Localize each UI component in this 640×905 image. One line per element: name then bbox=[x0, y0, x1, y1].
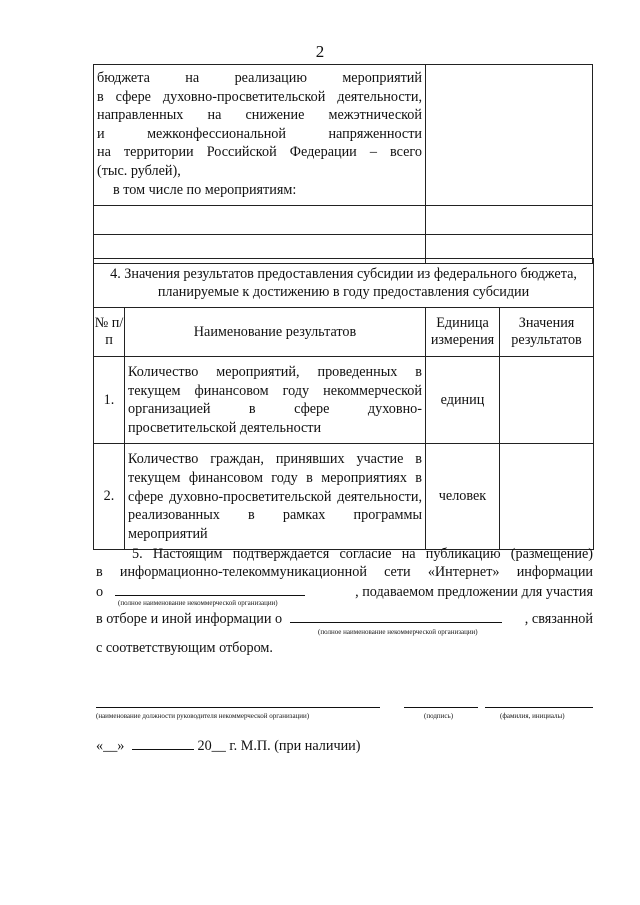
continuation-line: и межконфессиональной напряженности bbox=[97, 125, 422, 142]
org-name-blank-1[interactable] bbox=[115, 595, 305, 596]
section5-line4 bbox=[96, 610, 593, 628]
year-blank[interactable]: __ bbox=[211, 738, 226, 754]
header-unit: Единица измерения bbox=[426, 308, 500, 357]
continuation-line: в сфере духовно-просветительской деятельности, bbox=[97, 88, 422, 105]
section5-line4-suffix: , связанной bbox=[524, 611, 593, 627]
continuation-subline: в том числе по мероприятиям: bbox=[113, 181, 297, 198]
signature-line[interactable] bbox=[404, 707, 478, 708]
row-unit: человек bbox=[426, 444, 500, 550]
section5-line5: с соответствующим отбором. bbox=[96, 640, 273, 656]
continuation-text-cell bbox=[94, 65, 426, 206]
signature-caption: (подпись) bbox=[424, 712, 454, 720]
empty-row bbox=[94, 206, 593, 235]
row-value bbox=[500, 444, 594, 550]
year-prefix: 20 bbox=[197, 738, 212, 754]
continuation-line: направленных на снижение межэтнической bbox=[97, 107, 422, 124]
page-number: 2 bbox=[315, 42, 325, 61]
continuation-line: на территории Российской Федерации – всего bbox=[97, 144, 422, 161]
position-line[interactable] bbox=[96, 707, 380, 708]
continuation-value-cell bbox=[426, 65, 593, 206]
continuation-line: бюджета на реализацию мероприятий bbox=[97, 70, 422, 86]
row-name: Количество мероприятий, проведенных в текущем финансовом году некоммерческой организацией в сфере духовно-просветительской деятельности bbox=[125, 357, 426, 444]
header-value: Значения результатов bbox=[500, 308, 594, 357]
section5-line1: 5. Настоящим подтверждается согласие на публикацию (размещение) bbox=[132, 546, 593, 562]
row-name: Количество граждан, принявших участие в текущем финансовом году в мероприятиях в сфере духовно-просветительской деятельности, реализованных в рамках программы мероприятий bbox=[125, 444, 426, 550]
row-num: 1. bbox=[94, 357, 125, 444]
caption-org-1: (полное наименование некоммерческой организации) bbox=[118, 599, 278, 607]
month-blank[interactable] bbox=[132, 749, 194, 750]
continuation-line: (тыс. рублей), bbox=[97, 162, 181, 179]
date-suffix: г. М.П. (при наличии) bbox=[229, 738, 361, 754]
date-close-quote: » bbox=[117, 738, 125, 754]
section5-line4-prefix: в отборе и иной информации о bbox=[96, 611, 283, 627]
caption-org-2: (полное наименование некоммерческой организации) bbox=[318, 628, 478, 636]
date-line bbox=[96, 738, 361, 755]
row-unit: единиц bbox=[426, 357, 500, 444]
row-num: 2. bbox=[94, 444, 125, 550]
position-caption: (наименование должности руководителя некоммерческой организации) bbox=[96, 712, 310, 720]
section5-line3-prefix: о bbox=[96, 584, 104, 600]
table-row bbox=[94, 444, 594, 550]
header-name: Наименование результатов bbox=[125, 308, 426, 357]
results-table bbox=[93, 258, 594, 550]
name-line[interactable] bbox=[485, 707, 593, 708]
date-open-quote: « bbox=[96, 738, 104, 754]
table-row bbox=[94, 357, 594, 444]
section4-title: 4. Значения результатов предоставления субсидии из федерального бюджета, планируемые к достижению в году предоставления субсидии bbox=[94, 259, 594, 308]
org-name-blank-2[interactable] bbox=[290, 622, 502, 623]
header-num: № п/п bbox=[94, 308, 125, 357]
section5-line2: в информационно-телекоммуникационной сети «Интернет» информации bbox=[96, 564, 593, 580]
section5-line3-suffix: , подаваемом предложении для участия bbox=[355, 584, 593, 600]
continuation-table bbox=[93, 64, 593, 264]
name-caption: (фамилия, инициалы) bbox=[500, 712, 565, 720]
day-blank[interactable]: __ bbox=[103, 738, 118, 754]
row-value bbox=[500, 357, 594, 444]
